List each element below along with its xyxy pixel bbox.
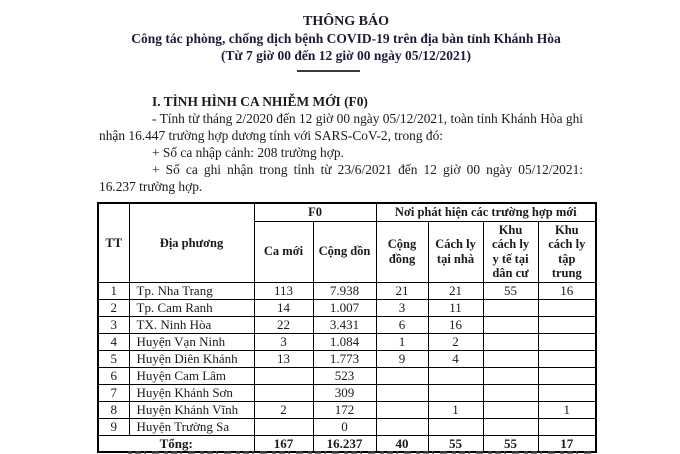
cell-locality: Huyện Diên Khánh <box>129 350 254 367</box>
cell-community: 9 <box>376 350 428 367</box>
cell-tt: 8 <box>98 401 129 418</box>
cell-centralized <box>538 384 596 401</box>
cell-medical-zone <box>483 418 538 435</box>
table-row <box>98 350 596 367</box>
cell-home-quarantine: 2 <box>428 333 483 350</box>
cell-home-quarantine <box>428 418 483 435</box>
table-row <box>98 401 596 418</box>
cell-cumulative: 523 <box>313 367 376 384</box>
cell-centralized: 1 <box>538 401 596 418</box>
col-group-f0: F0 <box>254 203 376 221</box>
total-new-cases: 167 <box>254 435 313 452</box>
cell-centralized: 16 <box>538 282 596 299</box>
cell-community <box>376 367 428 384</box>
total-centralized: 17 <box>538 435 596 452</box>
cell-home-quarantine: 4 <box>428 350 483 367</box>
document-title: THÔNG BÁO <box>303 14 389 29</box>
col-group-detection-place: Nơi phát hiện các trường hợp mới <box>376 203 596 221</box>
table-row <box>98 367 596 384</box>
total-medical-zone: 55 <box>483 435 538 452</box>
cell-home-quarantine: 16 <box>428 316 483 333</box>
cell-new-cases: 113 <box>254 282 313 299</box>
cell-tt: 5 <box>98 350 129 367</box>
cell-tt: 1 <box>98 282 129 299</box>
col-header-home-quarantine: Cách ly tại nhà <box>428 221 483 282</box>
cell-home-quarantine: 11 <box>428 299 483 316</box>
cell-centralized <box>538 333 596 350</box>
cell-locality: Huyện Cam Lâm <box>129 367 254 384</box>
cell-centralized <box>538 316 596 333</box>
cell-tt: 4 <box>98 333 129 350</box>
cell-centralized <box>538 367 596 384</box>
cell-tt: 6 <box>98 367 129 384</box>
col-header-tt: TT <box>98 203 129 282</box>
cell-cumulative: 1.084 <box>313 333 376 350</box>
cell-new-cases <box>254 367 313 384</box>
cell-tt: 2 <box>98 299 129 316</box>
table-row <box>98 418 596 435</box>
cell-new-cases <box>254 418 313 435</box>
cell-medical-zone <box>483 333 538 350</box>
paragraph-imported-cases: + Số ca nhập cảnh: 208 trường hợp. <box>152 145 344 160</box>
cell-community: 3 <box>376 299 428 316</box>
table-row <box>98 299 596 316</box>
cell-medical-zone <box>483 299 538 316</box>
cell-medical-zone <box>483 316 538 333</box>
table-total-row <box>98 435 596 452</box>
section-heading: I. TÌNH HÌNH CA NHIỄM MỚI (F0) <box>152 94 368 109</box>
cell-locality: Huyện Trường Sa <box>129 418 254 435</box>
cell-tt: 3 <box>98 316 129 333</box>
col-header-centralized: Khu cách ly tập trung <box>538 221 596 282</box>
table-row <box>98 316 596 333</box>
cell-new-cases: 13 <box>254 350 313 367</box>
cell-home-quarantine: 1 <box>428 401 483 418</box>
cell-medical-zone <box>483 384 538 401</box>
cell-community <box>376 418 428 435</box>
cell-community: 6 <box>376 316 428 333</box>
cell-medical-zone <box>483 367 538 384</box>
document-period: (Từ 7 giờ 00 đến 12 giờ 00 ngày 05/12/2021) <box>221 48 471 63</box>
cell-home-quarantine: 21 <box>428 282 483 299</box>
cell-medical-zone <box>483 350 538 367</box>
total-home-quarantine: 55 <box>428 435 483 452</box>
document-body <box>99 93 583 195</box>
cell-home-quarantine <box>428 367 483 384</box>
cell-cumulative: 7.938 <box>313 282 376 299</box>
total-cumulative: 16.237 <box>313 435 376 452</box>
cell-cumulative: 309 <box>313 384 376 401</box>
cell-community <box>376 384 428 401</box>
cell-cumulative: 1.773 <box>313 350 376 367</box>
cell-cumulative: 3.431 <box>313 316 376 333</box>
cell-locality: Tp. Cam Ranh <box>129 299 254 316</box>
cell-tt: 9 <box>98 418 129 435</box>
table-row <box>98 384 596 401</box>
col-header-medical-zone: Khu cách ly y tế tại dân cư <box>483 221 538 282</box>
cell-medical-zone <box>483 401 538 418</box>
header-divider-rule <box>297 70 360 72</box>
cell-locality: Huyện Khánh Sơn <box>129 384 254 401</box>
cell-community <box>376 401 428 418</box>
document-subtitle: Công tác phòng, chống dịch bệnh COVID-19 trên địa bàn tỉnh Khánh Hòa <box>131 31 561 46</box>
cell-tt: 7 <box>98 384 129 401</box>
col-header-new-cases: Ca mới <box>254 221 313 282</box>
table-header-row-groups <box>98 203 596 221</box>
cell-new-cases: 22 <box>254 316 313 333</box>
cell-community: 21 <box>376 282 428 299</box>
cell-cumulative: 0 <box>313 418 376 435</box>
table-row <box>98 333 596 350</box>
cell-new-cases: 2 <box>254 401 313 418</box>
document-header <box>97 13 595 64</box>
cell-centralized <box>538 350 596 367</box>
col-header-locality: Địa phương <box>129 203 254 282</box>
paragraph-total-cases: - Tính từ tháng 2/2020 đến 12 giờ 00 ngày 05/12/2021, toàn tỉnh Khánh Hòa ghi nhận 16.447 trường hợp dương tính với SARS-CoV-2, trong đó: <box>99 111 583 143</box>
cell-medical-zone: 55 <box>483 282 538 299</box>
cell-cumulative: 172 <box>313 401 376 418</box>
col-header-cumulative: Cộng dồn <box>313 221 376 282</box>
col-header-community: Cộng đồng <box>376 221 428 282</box>
covid-cases-table <box>97 202 597 453</box>
total-community: 40 <box>376 435 428 452</box>
cell-locality: Tp. Nha Trang <box>129 282 254 299</box>
cell-new-cases: 3 <box>254 333 313 350</box>
paragraph-local-cases: + Số ca ghi nhận trong tỉnh từ 23/6/2021 đến 12 giờ 00 ngày 05/12/2021: 16.237 trường hợp. <box>99 162 583 194</box>
cell-cumulative: 1.007 <box>313 299 376 316</box>
table-row <box>98 282 596 299</box>
cell-locality: Huyện Vạn Ninh <box>129 333 254 350</box>
cell-new-cases <box>254 384 313 401</box>
cell-centralized <box>538 299 596 316</box>
cell-locality: TX. Ninh Hòa <box>129 316 254 333</box>
cell-centralized <box>538 418 596 435</box>
total-label: Tổng: <box>98 435 254 452</box>
cell-new-cases: 14 <box>254 299 313 316</box>
cell-community: 1 <box>376 333 428 350</box>
cell-home-quarantine <box>428 384 483 401</box>
cell-locality: Huyện Khánh Vĩnh <box>129 401 254 418</box>
